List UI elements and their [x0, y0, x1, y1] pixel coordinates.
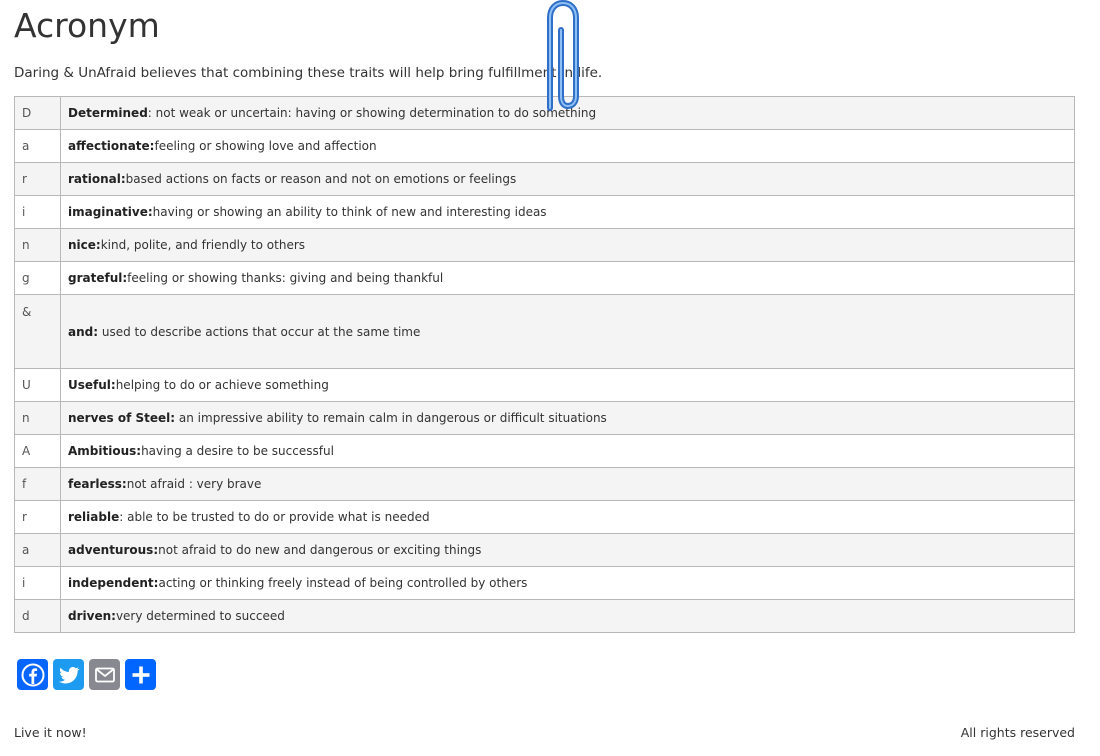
- table-row: [15, 130, 1075, 163]
- email-icon: [93, 663, 117, 687]
- row-definition-cell: [61, 567, 1075, 600]
- table-row: [15, 501, 1075, 534]
- row-definition: not afraid to do new and dangerous or exciting things: [158, 543, 482, 557]
- row-term: Determined: [68, 106, 148, 120]
- row-definition: based actions on facts or reason and not on emotions or feelings: [125, 172, 517, 186]
- row-term: nice:: [68, 238, 101, 252]
- row-definition: an impressive ability to remain calm in dangerous or difficult situations: [175, 411, 607, 425]
- row-definition-cell: [61, 130, 1075, 163]
- row-letter: d: [15, 600, 61, 633]
- facebook-share-button[interactable]: [17, 659, 48, 690]
- row-letter: a: [15, 534, 61, 567]
- row-definition-cell: [61, 262, 1075, 295]
- footer-tagline: Live it now!: [14, 725, 87, 740]
- table-row: [15, 468, 1075, 501]
- row-definition-cell: [61, 402, 1075, 435]
- table-row: [15, 262, 1075, 295]
- table-row: [15, 97, 1075, 130]
- row-definition: : not weak or uncertain: having or showing determination to do something: [147, 106, 597, 120]
- row-term: Ambitious:: [68, 444, 142, 458]
- row-letter: r: [15, 501, 61, 534]
- row-definition: having a desire to be successful: [141, 444, 334, 458]
- row-term: fearless:: [68, 477, 127, 491]
- row-definition: not afraid : very brave: [126, 477, 262, 491]
- row-definition: feeling or showing love and affection: [154, 139, 377, 153]
- row-letter: n: [15, 402, 61, 435]
- row-letter: A: [15, 435, 61, 468]
- row-letter: i: [15, 196, 61, 229]
- table-row: [15, 435, 1075, 468]
- row-definition-cell: [61, 229, 1075, 262]
- row-letter: U: [15, 369, 61, 402]
- row-definition: acting or thinking freely instead of being controlled by others: [158, 576, 528, 590]
- row-letter: a: [15, 130, 61, 163]
- row-definition: used to describe actions that occur at the same time: [98, 324, 421, 339]
- facebook-icon: [21, 663, 45, 687]
- row-definition-cell: [61, 534, 1075, 567]
- row-definition-cell: [61, 600, 1075, 633]
- table-row: [15, 402, 1075, 435]
- row-letter: i: [15, 567, 61, 600]
- row-definition-cell: [61, 163, 1075, 196]
- table-row: [15, 567, 1075, 600]
- row-definition-cell: [61, 468, 1075, 501]
- table-row: [15, 196, 1075, 229]
- table-row: [15, 369, 1075, 402]
- page-title: Acronym: [14, 6, 160, 45]
- row-definition-cell: [61, 97, 1075, 130]
- table-row: [15, 229, 1075, 262]
- share-plus-icon: [129, 663, 153, 687]
- table-row: [15, 163, 1075, 196]
- row-definition-cell: [61, 196, 1075, 229]
- row-term: nerves of Steel:: [68, 411, 176, 425]
- row-letter: D: [15, 97, 61, 130]
- table-row: [15, 600, 1075, 633]
- row-letter: f: [15, 468, 61, 501]
- row-definition: kind, polite, and friendly to others: [100, 238, 306, 252]
- row-term: affectionate:: [68, 139, 155, 153]
- acronym-table: [14, 96, 1075, 633]
- row-term: Useful:: [68, 378, 116, 392]
- row-letter: n: [15, 229, 61, 262]
- row-letter: r: [15, 163, 61, 196]
- row-term: adventurous:: [68, 543, 159, 557]
- row-term: and:: [68, 324, 99, 339]
- row-term: grateful:: [68, 271, 128, 285]
- row-definition: having or showing an ability to think of new and interesting ideas: [152, 205, 547, 219]
- row-term: rational:: [68, 172, 126, 186]
- row-letter: &: [15, 295, 61, 369]
- twitter-icon: [57, 663, 81, 687]
- table-row: [15, 295, 1075, 369]
- email-share-button[interactable]: [89, 659, 120, 690]
- row-definition: : able to be trusted to do or provide what is needed: [119, 510, 430, 524]
- row-definition-cell: [61, 501, 1075, 534]
- row-definition: feeling or showing thanks: giving and being thankful: [127, 271, 444, 285]
- row-definition: very determined to succeed: [115, 609, 285, 623]
- row-definition-cell: [61, 369, 1075, 402]
- row-term: imaginative:: [68, 205, 153, 219]
- row-letter: g: [15, 262, 61, 295]
- row-term: independent:: [68, 576, 159, 590]
- twitter-share-button[interactable]: [53, 659, 84, 690]
- table-row: [15, 534, 1075, 567]
- intro-text: Daring & UnAfraid believes that combining these traits will help bring fulfillment in life.: [14, 65, 603, 81]
- row-definition-cell: [61, 435, 1075, 468]
- row-definition-cell: [61, 295, 1075, 369]
- footer-copyright: All rights reserved: [960, 725, 1075, 740]
- share-more-button[interactable]: [125, 659, 156, 690]
- row-definition: helping to do or achieve something: [115, 378, 329, 392]
- row-term: reliable: [68, 510, 120, 524]
- row-term: driven:: [68, 609, 116, 623]
- share-buttons: [17, 659, 156, 690]
